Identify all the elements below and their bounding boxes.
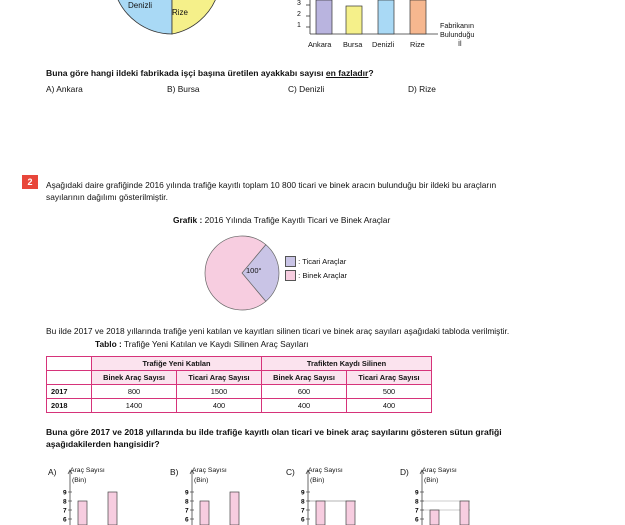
vehicle-table [46,356,432,413]
top-ytick-1: 1 [297,22,301,29]
mini-ytick-label: 8 [63,498,67,506]
mini-bar [200,501,209,525]
legend-swatch-binek [285,270,296,281]
mini-axis-unit: (Bin) [424,477,439,484]
answer-option-letter: C) [286,467,295,477]
table-row [47,399,431,412]
top-bar-chart [298,0,438,40]
mini-axis-unit: (Bin) [72,477,87,484]
mini-chart [170,465,240,525]
mini-chart [400,465,470,525]
table-cell: 400 [347,399,431,412]
mini-ytick-label: 9 [63,489,67,497]
mini-ytick-label: 6 [415,516,419,524]
top-ytick-2: 2 [297,11,301,18]
q1-option-c[interactable]: C) Denizli [288,84,325,94]
mini-ytick-label: 9 [415,489,419,497]
mini-ytick-label: 6 [301,516,305,524]
table-subheader: Ticari Araç Sayısı [347,371,431,384]
q2-chart-title: Grafik : 2016 Yılında Trafiğe Kayıtlı Ticari ve Binek Araçlar [173,215,391,225]
top-xlabel-rize: Rize [410,40,425,49]
legend-ticari: : Ticari Araçlar [285,256,346,267]
q1-option-a[interactable]: A) Ankara [46,84,83,94]
table-intro: Bu ilde 2017 ve 2018 yıllarında trafiğe yeni katılan ve kayıtları silinen ticari ve binek araç sayıları aşağıdaki tabloda verilmiştir. [46,326,510,336]
table-corner [47,357,91,370]
mini-bar [316,501,325,525]
table-cell: 800 [92,385,176,398]
q2-intro: Aşağıdaki daire grafiğinde 2016 yılında trafiğe kayıtlı toplam 10 800 ticari ve binek aracın bulunduğu bir ildeki bu araçların sayılarının dağılımı gösterilmiştir. [46,180,497,202]
pie-angle-label: 100° [246,266,262,275]
top-pie-label-denizli: Denizli [128,1,153,10]
top-axis-title: Fabrikanın Bulunduğu İl [440,21,475,48]
table-year: 2018 [47,399,91,412]
table-group-header-new: Trafiğe Yeni Katılan [92,357,261,370]
answer-option-letter: B) [170,467,179,477]
top-ytick-3: 3 [297,0,301,7]
top-bar-bursa [346,6,362,34]
mini-ytick-label: 7 [63,507,67,515]
top-pie-label-rize: Rize [172,8,189,17]
table-cell: 1400 [92,399,176,412]
table-cell: 400 [177,399,261,412]
mini-chart [48,465,118,525]
mini-bar [108,492,117,525]
mini-bar [460,501,469,525]
table-cell: 1500 [177,385,261,398]
mini-bar [346,501,355,525]
legend-binek: : Binek Araçlar [285,270,347,281]
mini-axis-unit: (Bin) [194,477,209,484]
table-subheader: Binek Araç Sayısı [262,371,346,384]
table-group-header-removed: Trafikten Kaydı Silinen [262,357,431,370]
table-subheader: Binek Araç Sayısı [92,371,176,384]
mini-ytick-label: 7 [301,507,305,515]
mini-ytick-label: 7 [185,507,189,515]
table-title: Tablo : Trafiğe Yeni Katılan ve Kaydı Silinen Araç Sayıları [95,339,309,349]
table-cell: 400 [262,399,346,412]
legend-swatch-ticari [285,256,296,267]
top-xlabel-ankara: Ankara [308,40,332,49]
top-pie-slice-rize [172,0,217,34]
table-year: 2017 [47,385,91,398]
mini-ytick-label: 9 [301,489,305,497]
top-xlabel-bursa: Bursa [343,40,363,49]
q1-option-d[interactable]: D) Rize [408,84,436,94]
mini-axis-title: Araç Sayısı [308,467,343,474]
table-cell: 500 [347,385,431,398]
question-number-badge: 2 [22,175,38,189]
mini-axis-unit: (Bin) [310,477,325,484]
table-corner-2 [47,371,91,384]
mini-bar [78,501,87,525]
top-xlabel-denizli: Denizli [372,40,395,49]
mini-ytick-label: 8 [185,498,189,506]
table-subheader: Ticari Araç Sayısı [177,371,261,384]
mini-axis-title: Araç Sayısı [422,467,457,474]
q2-question: Buna göre 2017 ve 2018 yıllarında bu ilde trafiğe kayıtlı olan ticari ve binek araç sayılarını gösteren sütun grafiği aşağıdakilerden hangisidir? [46,427,502,449]
top-bar-denizli [378,0,394,34]
table-cell: 600 [262,385,346,398]
table-row [47,385,431,398]
mini-chart [286,465,356,525]
mini-axis-title: Araç Sayısı [192,467,227,474]
mini-axis-title: Araç Sayısı [70,467,105,474]
mini-bar [430,510,439,525]
q1-question: Buna göre hangi ildeki fabrikada işçi başına üretilen ayakkabı sayısı en fazladır? [46,68,374,78]
q1-option-b[interactable]: B) Bursa [167,84,200,94]
mini-ytick-label: 9 [185,489,189,497]
top-bar-ankara [316,0,332,34]
mini-bar [230,492,239,525]
answer-option-letter: D) [400,467,409,477]
answer-option-letter: A) [48,467,57,477]
mini-ytick-label: 6 [185,516,189,524]
mini-ytick-label: 8 [415,498,419,506]
mini-ytick-label: 6 [63,516,67,524]
top-bar-rize [410,0,426,34]
mini-ytick-label: 7 [415,507,419,515]
q2-pie-chart [201,232,283,314]
mini-ytick-label: 8 [301,498,305,506]
